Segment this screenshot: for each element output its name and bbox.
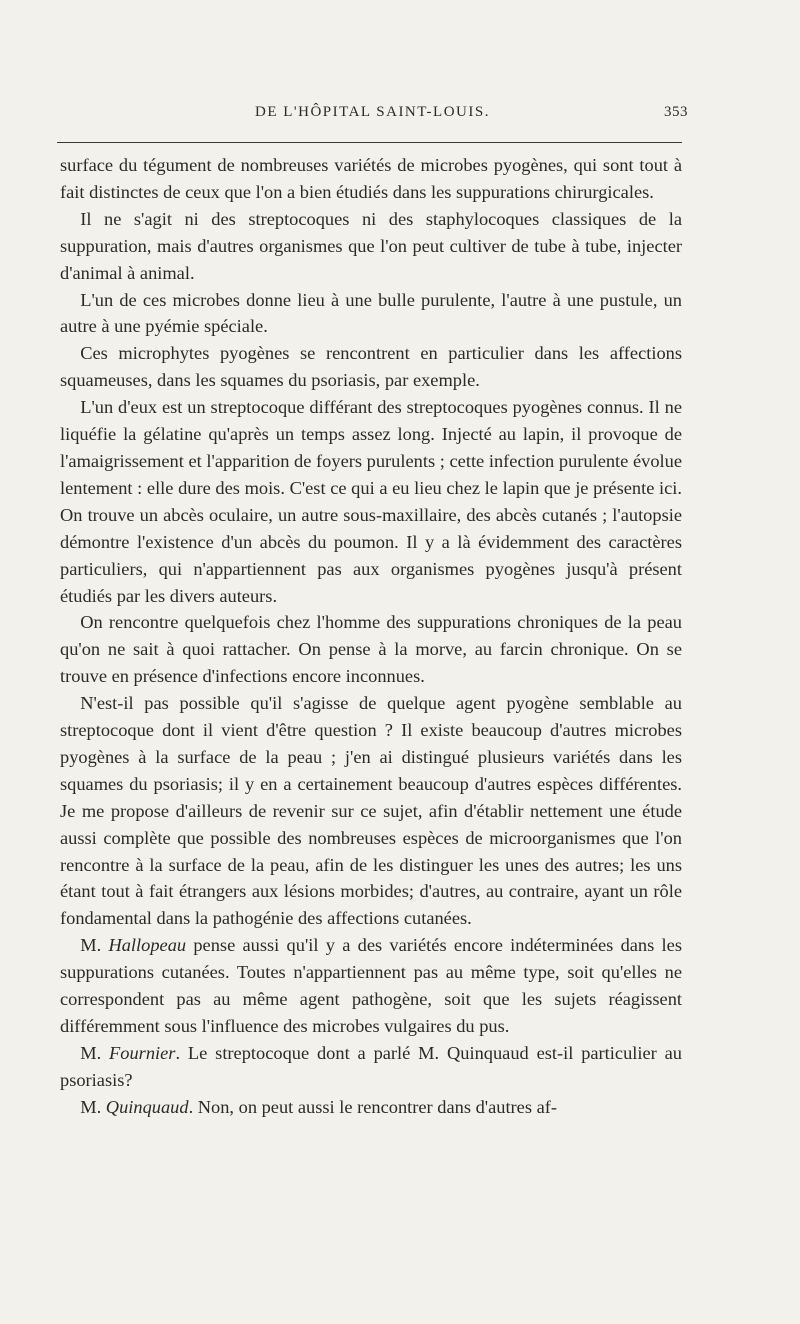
speech-text: . Le streptocoque dont a parlé M. Quinquaud est-il particulier au psoriasis? bbox=[60, 1042, 682, 1090]
paragraph: L'un d'eux est un streptocoque différant des streptocoques pyogènes connus. Il ne liquéfie la gélatine qu'après un temps assez long. Injecté au lapin, il provoque de l'amaigrissement et l'apparition de foyers purulents ; cette infection purulente évolue lentement : elle dure des mois. C'est ce qui a eu lieu chez le lapin que je présente ici. On trouve un abcès oculaire, un autre sous-maxillaire, des abcès cutanés ; l'autopsie démontre l'existence d'un abcès du poumon. Il y a là évidemment des caractères particuliers, qui n'appartiennent pas aux organismes pyogènes jusqu'à présent étudiés par les divers auteurs. bbox=[60, 397, 682, 606]
speaker-title: M. bbox=[80, 1096, 106, 1117]
paragraph: L'un de ces microbes donne lieu à une bulle purulente, l'autre à une pustule, un autre à une pyémie spéciale. bbox=[60, 289, 682, 337]
page-number: 353 bbox=[664, 104, 688, 120]
paragraph: N'est-il pas possible qu'il s'agisse de quelque agent pyogène semblable au streptocoque dont il vient d'être question ? Il existe beaucoup d'autres microbes pyogènes à la surface de la peau ; j'en ai distingué plusieurs variétés dans les squames du psoriasis; il y en a certainement beaucoup d'autres espèces différentes. Je me propose d'ailleurs de revenir sur ce sujet, afin d'établir nettement une étude aussi complète que possible des nombreuses espèces de microorganismes que l'on rencontre à la surface de la peau, afin de les distinguer les unes des autres; les uns étant tout à fait étrangers aux lésions morbides; d'autres, au contraire, ayant un rôle fondamental dans la pathogénie des affections cutanées. bbox=[60, 693, 682, 929]
speaker-title: M. bbox=[80, 935, 109, 956]
speech-text: pense aussi qu'il y a des variétés encore indéterminées dans les suppurations cutanées. Toutes n'appartiennent pas au même type, soit qu'elles ne correspondent pas au même agent pathogène, soit que les sujets réagissent différemment sous l'influence des microbes vulgaires du pus. bbox=[60, 935, 682, 1036]
speaker-name: Fournier bbox=[109, 1042, 176, 1063]
speech-text: . Non, on peut aussi le rencontrer dans d'autres af- bbox=[188, 1096, 558, 1117]
speaker-title: M. bbox=[80, 1042, 110, 1063]
paragraph: On rencontre quelquefois chez l'homme des suppurations chroniques de la peau qu'on ne sait à quoi rattacher. On pense à la morve, au farcin chronique. On se trouve en présence d'infections encore inconnues. bbox=[60, 612, 682, 687]
paragraph-hallopeau bbox=[60, 932, 682, 1040]
speaker-name: Quinquaud bbox=[105, 1096, 189, 1117]
paragraph-quinquaud bbox=[60, 1094, 682, 1121]
body-text bbox=[60, 152, 682, 1121]
header-rule bbox=[57, 142, 682, 143]
paragraph: Il ne s'agit ni des streptocoques ni des staphylocoques classiques de la suppuration, mais d'autres organismes que l'on peut cultiver de tube à tube, injecter d'animal à animal. bbox=[60, 208, 682, 283]
speaker-name: Hallopeau bbox=[108, 935, 187, 956]
paragraph-continuation: surface du tégument de nombreuses variétés de microbes pyogènes, qui sont tout à fait distinctes de ceux que l'on a bien étudiés dans les suppurations chirurgicales. bbox=[60, 155, 682, 202]
paragraph: Ces microphytes pyogènes se rencontrent en particulier dans les affections squameuses, dans les squames du psoriasis, par exemple. bbox=[60, 343, 682, 391]
running-title: DE L'HÔPITAL SAINT-LOUIS. bbox=[255, 104, 490, 120]
paragraph-fournier bbox=[60, 1040, 682, 1094]
